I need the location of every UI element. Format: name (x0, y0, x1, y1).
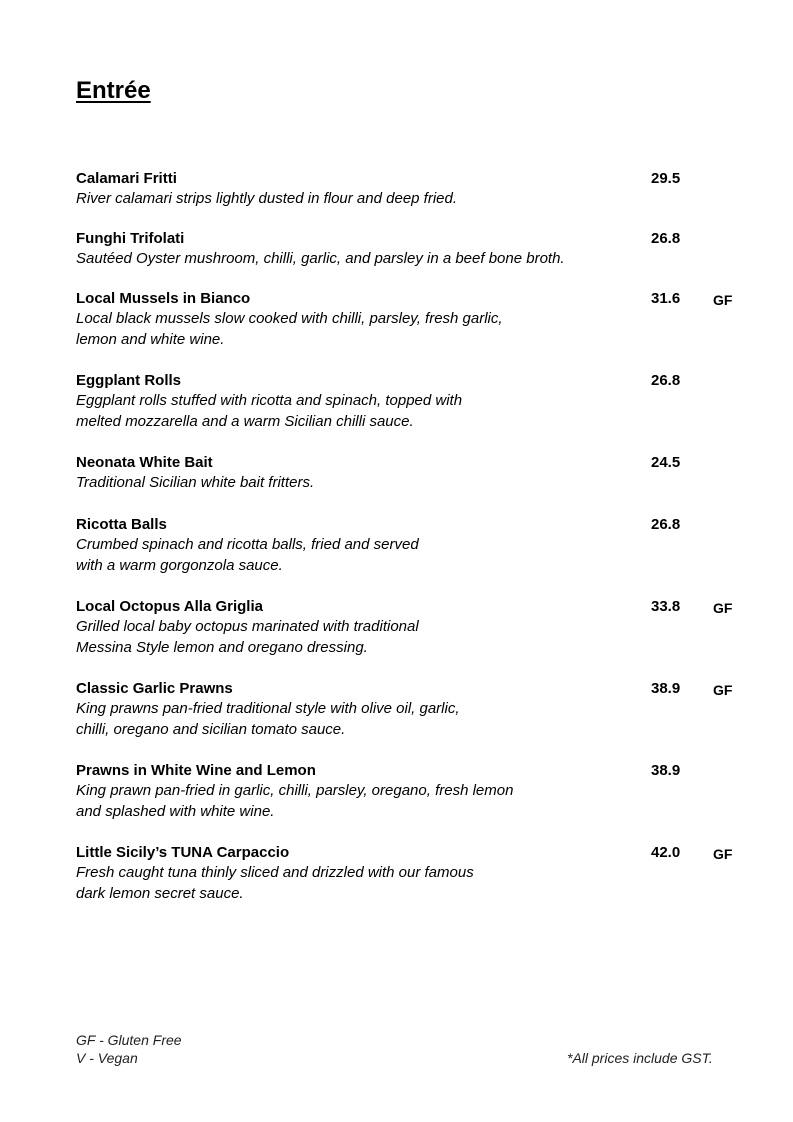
item-description: Fresh caught tuna thinly sliced and drizzled with our famous dark lemon secret sauce. (76, 864, 474, 902)
item-price: 38.9 (651, 762, 681, 779)
item-price: 42.0 (651, 844, 681, 861)
item-name: Funghi Trifolati (76, 230, 185, 247)
menu-item-calamari-fritti (76, 169, 756, 210)
dietary-legend (76, 1031, 182, 1067)
menu-item-tuna-carpaccio (76, 843, 756, 904)
item-price: 29.5 (651, 170, 681, 187)
item-name: Little Sicily’s TUNA Carpaccio (76, 844, 290, 861)
page-title: Entrée (76, 77, 151, 104)
item-description: Eggplant rolls stuffed with ricotta and spinach, topped with melted mozzarella and a warm Sicilian chilli sauce. (76, 392, 463, 430)
item-name: Eggplant Rolls (76, 372, 181, 389)
item-description: Grilled local baby octopus marinated with traditional Messina Style lemon and oregano dressing. (76, 618, 419, 656)
item-name: Neonata White Bait (76, 454, 213, 471)
item-description: Local black mussels slow cooked with chilli, parsley, fresh garlic, lemon and white wine. (76, 310, 503, 348)
legend-gluten-free: GF - Gluten Free (76, 1032, 182, 1048)
menu-item-local-mussels (76, 289, 756, 350)
menu-item-eggplant-rolls (76, 371, 756, 432)
menu-item-classic-garlic-prawns (76, 679, 756, 740)
item-name: Calamari Fritti (76, 170, 177, 187)
item-price: 26.8 (651, 372, 681, 389)
item-price: 38.9 (651, 680, 681, 697)
item-description: Sautéed Oyster mushroom, chilli, garlic, and parsley in a beef bone broth. (76, 250, 565, 267)
menu-item-neonata-white-bait (76, 453, 756, 494)
menu-item-local-octopus (76, 597, 756, 658)
item-name: Classic Garlic Prawns (76, 680, 233, 697)
gluten-free-badge: GF (713, 600, 733, 616)
item-name: Prawns in White Wine and Lemon (76, 762, 316, 779)
item-description: River calamari strips lightly dusted in flour and deep fried. (76, 190, 458, 207)
legend-vegan: V - Vegan (76, 1050, 138, 1066)
menu-item-ricotta-balls (76, 515, 756, 576)
item-name: Ricotta Balls (76, 516, 167, 533)
item-price: 33.8 (651, 598, 681, 615)
gluten-free-badge: GF (713, 682, 733, 698)
gluten-free-badge: GF (713, 292, 733, 308)
menu-item-prawns-white-wine (76, 761, 756, 822)
item-price: 24.5 (651, 454, 681, 471)
item-description: Crumbed spinach and ricotta balls, fried and served with a warm gorgonzola sauce. (76, 536, 419, 574)
item-price: 31.6 (651, 290, 681, 307)
item-price: 26.8 (651, 516, 681, 533)
item-name: Local Octopus Alla Griglia (76, 598, 263, 615)
menu-item-funghi-trifolati (76, 229, 756, 270)
item-description: Traditional Sicilian white bait fritters. (76, 474, 315, 491)
gluten-free-badge: GF (713, 846, 733, 862)
item-name: Local Mussels in Bianco (76, 290, 251, 307)
item-description: King prawn pan-fried in garlic, chilli, parsley, oregano, fresh lemon and splashed with white wine. (76, 782, 514, 820)
item-price: 26.8 (651, 230, 681, 247)
gst-note: *All prices include GST. (567, 1050, 713, 1066)
item-description: King prawns pan-fried traditional style with olive oil, garlic, chilli, oregano and sicilian tomato sauce. (76, 700, 460, 738)
